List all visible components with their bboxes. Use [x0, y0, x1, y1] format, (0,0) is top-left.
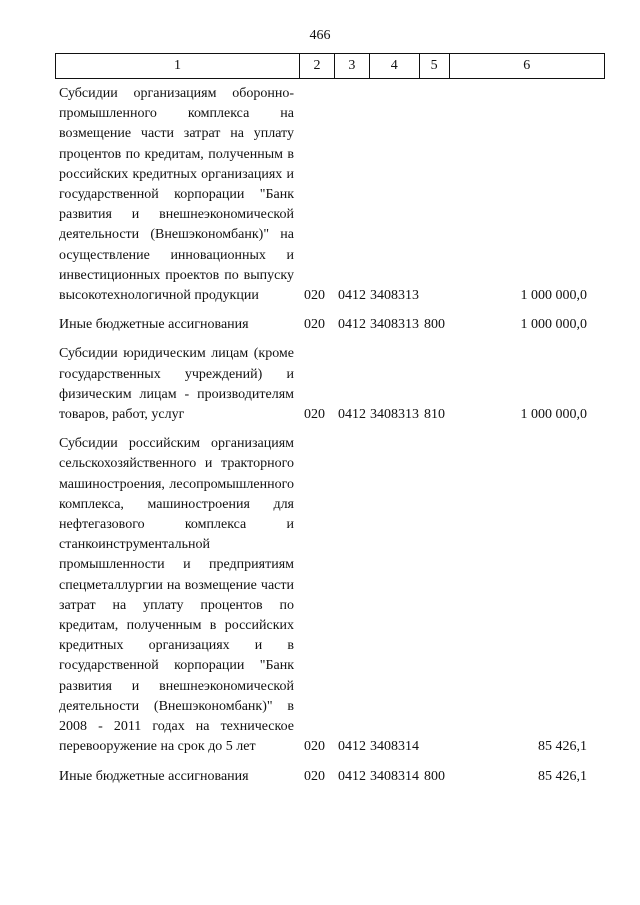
row-target-article: 3408313 — [370, 407, 419, 423]
row-amount: 1 000 000,0 — [520, 288, 587, 304]
table-header — [55, 53, 605, 79]
row-ministry-code: 020 — [304, 768, 325, 784]
row-target-article: 3408314 — [370, 739, 419, 755]
header-col-5: 5 — [420, 54, 450, 78]
table-row — [55, 315, 605, 335]
header-col-1: 1 — [56, 54, 300, 78]
row-expense-type: 810 — [424, 407, 445, 423]
header-col-2: 2 — [300, 54, 335, 78]
header-col-6: 6 — [523, 58, 531, 73]
table-row — [55, 344, 605, 425]
row-description: Субсидии юридическим лицам (кроме государственных учреждений) и физическим лицам - производителям товаров, работ, услуг — [59, 346, 294, 423]
row-amount: 1 000 000,0 — [520, 317, 587, 333]
row-amount: 85 426,1 — [538, 768, 587, 784]
row-target-article: 3408313 — [370, 288, 419, 304]
row-section-code: 0412 — [338, 317, 366, 333]
table-row — [55, 434, 605, 757]
header-col-3: 3 — [335, 54, 370, 78]
row-target-article: 3408313 — [370, 317, 419, 333]
row-description: Иные бюджетные ассигнования — [59, 317, 249, 333]
row-description: Иные бюджетные ассигнования — [59, 768, 249, 784]
page-number: 466 — [309, 28, 331, 43]
row-ministry-code: 020 — [304, 739, 325, 755]
row-expense-type: 800 — [424, 768, 445, 784]
row-ministry-code: 020 — [304, 288, 325, 304]
table-row — [55, 767, 605, 787]
row-description: Субсидии российским организациям сельскохозяйственного и тракторного машиностроения, лесопромышленного комплекса, машиностроения для нефтегазового комплекса и станкоинструментальной промышленности и предприятиям спецметаллургии на возмещение части затрат на уплату процентов по кредитам, полученным в российских кредитных организациях и в государственной корпорации "Банк развития и внешнеэкономической деятельности (Внешэкономбанк)" в 2008 - 2011 годах на техническое перевооружение на срок до 5 лет — [59, 436, 294, 755]
row-section-code: 0412 — [338, 407, 366, 423]
row-target-article: 3408314 — [370, 768, 419, 784]
header-col-4: 4 — [370, 54, 420, 78]
row-amount: 1 000 000,0 — [520, 407, 587, 423]
row-expense-type: 800 — [424, 317, 445, 333]
row-amount: 85 426,1 — [538, 739, 587, 755]
row-section-code: 0412 — [338, 768, 366, 784]
row-section-code: 0412 — [338, 288, 366, 304]
row-ministry-code: 020 — [304, 317, 325, 333]
row-ministry-code: 020 — [304, 407, 325, 423]
row-section-code: 0412 — [338, 739, 366, 755]
table-row — [55, 84, 605, 306]
table-body — [55, 84, 605, 796]
row-description: Субсидии организациям оборонно-промышленного комплекса на возмещение части затрат на уплату процентов по кредитам, полученным в российских кредитных организациях и государственной корпорации "Банк развития и внешнеэкономической деятельности (Внешэкономбанк)" на осуществление инновационных и инвестиционных проектов по выпуску высокотехнологичной продукции — [59, 86, 294, 304]
